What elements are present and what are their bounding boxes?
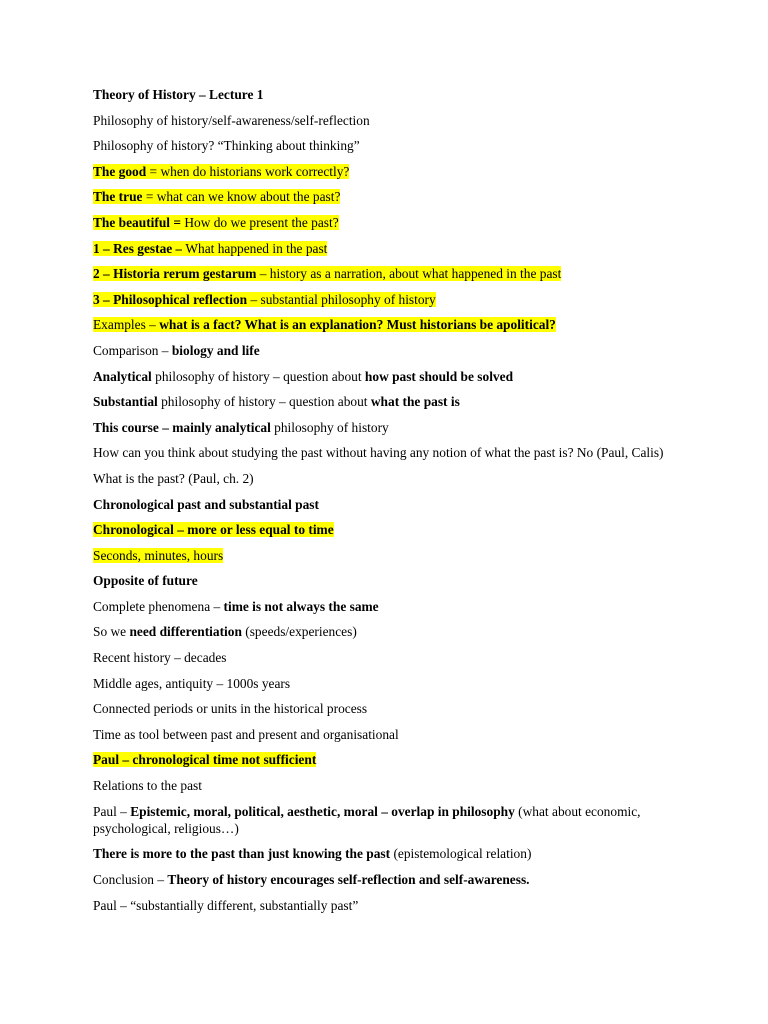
paragraph bbox=[93, 598, 683, 615]
paragraph bbox=[93, 675, 683, 692]
paragraph bbox=[93, 291, 683, 308]
bold-text-run: Epistemic, moral, political, aesthetic, moral – overlap in philosophy bbox=[130, 803, 515, 819]
paragraph bbox=[93, 751, 683, 768]
text-run: (epistemological relation) bbox=[390, 846, 532, 862]
bold-text-run: The good bbox=[93, 163, 147, 179]
paragraph bbox=[93, 214, 683, 231]
paragraph bbox=[93, 444, 683, 461]
bold-text-run: There is more to the past than just knowing the past bbox=[93, 846, 391, 862]
bold-text-run: Substantial bbox=[93, 394, 158, 410]
bold-text-run: 1 – Res gestae – bbox=[93, 240, 183, 256]
bold-text-run: Chronological past and substantial past bbox=[93, 496, 319, 512]
text-run: Middle ages, antiquity – 1000s years bbox=[93, 675, 291, 691]
text-run: = what can we know about the past? bbox=[142, 189, 341, 205]
paragraph bbox=[93, 572, 683, 589]
text-run: (speeds/experiences) bbox=[241, 624, 357, 640]
bold-text-run: Analytical bbox=[93, 368, 152, 384]
bold-text-run: Theory of history encourages self-reflection and self-awareness. bbox=[167, 872, 530, 888]
text-run: (what about economic, psychological, religious…) bbox=[93, 803, 641, 836]
text-run: Comparison – bbox=[93, 342, 172, 358]
paragraph bbox=[93, 845, 683, 862]
text-run: Conclusion – bbox=[93, 872, 168, 888]
text-run: Examples – bbox=[93, 317, 160, 333]
paragraph bbox=[93, 803, 683, 837]
text-run: Philosophy of history? “Thinking about thinking” bbox=[93, 138, 360, 154]
paragraph bbox=[93, 240, 683, 257]
text-run: – history as a narration, about what happened in the past bbox=[256, 266, 562, 282]
text-run: What happened in the past bbox=[182, 240, 328, 256]
paragraph bbox=[93, 897, 683, 914]
text-run: philosophy of history – question about bbox=[151, 368, 365, 384]
paragraph bbox=[93, 777, 683, 794]
bold-text-run: how past should be solved bbox=[364, 368, 514, 384]
text-run: So we bbox=[93, 624, 130, 640]
text-run: How can you think about studying the past without having any notion of what the past is? No (Paul, Calis) bbox=[93, 445, 664, 461]
paragraph bbox=[93, 137, 683, 154]
document-title bbox=[93, 86, 683, 103]
document-page bbox=[93, 86, 683, 922]
bold-text-run: 3 – Philosophical reflection bbox=[93, 291, 248, 307]
text-run: – substantial philosophy of history bbox=[247, 291, 436, 307]
paragraph bbox=[93, 393, 683, 410]
text-run: Seconds, minutes, hours bbox=[93, 547, 224, 563]
text-run: = when do historians work correctly? bbox=[146, 163, 350, 179]
text-run: Connected periods or units in the historical process bbox=[93, 701, 368, 717]
bold-text-run: Theory of History – Lecture 1 bbox=[93, 87, 264, 102]
paragraph bbox=[93, 649, 683, 666]
bold-text-run: need differentiation bbox=[129, 624, 242, 640]
text-run: Relations to the past bbox=[93, 778, 202, 794]
text-run: philosophy of history bbox=[270, 419, 389, 435]
paragraph bbox=[93, 700, 683, 717]
bold-text-run: 2 – Historia rerum gestarum bbox=[93, 266, 257, 282]
paragraph bbox=[93, 342, 683, 359]
paragraph bbox=[93, 368, 683, 385]
paragraph bbox=[93, 316, 683, 333]
paragraph bbox=[93, 265, 683, 282]
text-run: philosophy of history – question about bbox=[157, 394, 371, 410]
paragraph bbox=[93, 623, 683, 640]
bold-text-run: The true bbox=[93, 189, 143, 205]
bold-text-run: Chronological – more or less equal to time bbox=[93, 522, 334, 538]
bold-text-run: what the past is bbox=[370, 394, 460, 410]
paragraph bbox=[93, 496, 683, 513]
paragraph bbox=[93, 419, 683, 436]
paragraph bbox=[93, 521, 683, 538]
text-run: Complete phenomena – bbox=[93, 598, 224, 614]
text-run: Paul – bbox=[93, 803, 131, 819]
bold-text-run: Paul – chronological time not sufficient bbox=[93, 752, 317, 768]
paragraph bbox=[93, 547, 683, 564]
paragraph bbox=[93, 726, 683, 743]
bold-text-run: The beautiful = bbox=[93, 214, 181, 230]
bold-text-run: biology and life bbox=[171, 342, 260, 358]
bold-text-run: Opposite of future bbox=[93, 573, 198, 589]
text-run: Philosophy of history/self-awareness/self-reflection bbox=[93, 112, 370, 128]
text-run: Paul – “substantially different, substantially past” bbox=[93, 897, 359, 913]
paragraph bbox=[93, 188, 683, 205]
paragraph bbox=[93, 871, 683, 888]
text-run: How do we present the past? bbox=[181, 214, 339, 230]
bold-text-run: time is not always the same bbox=[223, 598, 379, 614]
text-run: Time as tool between past and present and organisational bbox=[93, 726, 399, 742]
bold-text-run: This course – mainly analytical bbox=[93, 419, 271, 435]
text-run: Recent history – decades bbox=[93, 650, 227, 666]
paragraph bbox=[93, 470, 683, 487]
bold-text-run: what is a fact? What is an explanation? Must historians be apolitical? bbox=[159, 317, 556, 333]
paragraph bbox=[93, 112, 683, 129]
paragraph bbox=[93, 163, 683, 180]
text-run: What is the past? (Paul, ch. 2) bbox=[93, 470, 254, 486]
